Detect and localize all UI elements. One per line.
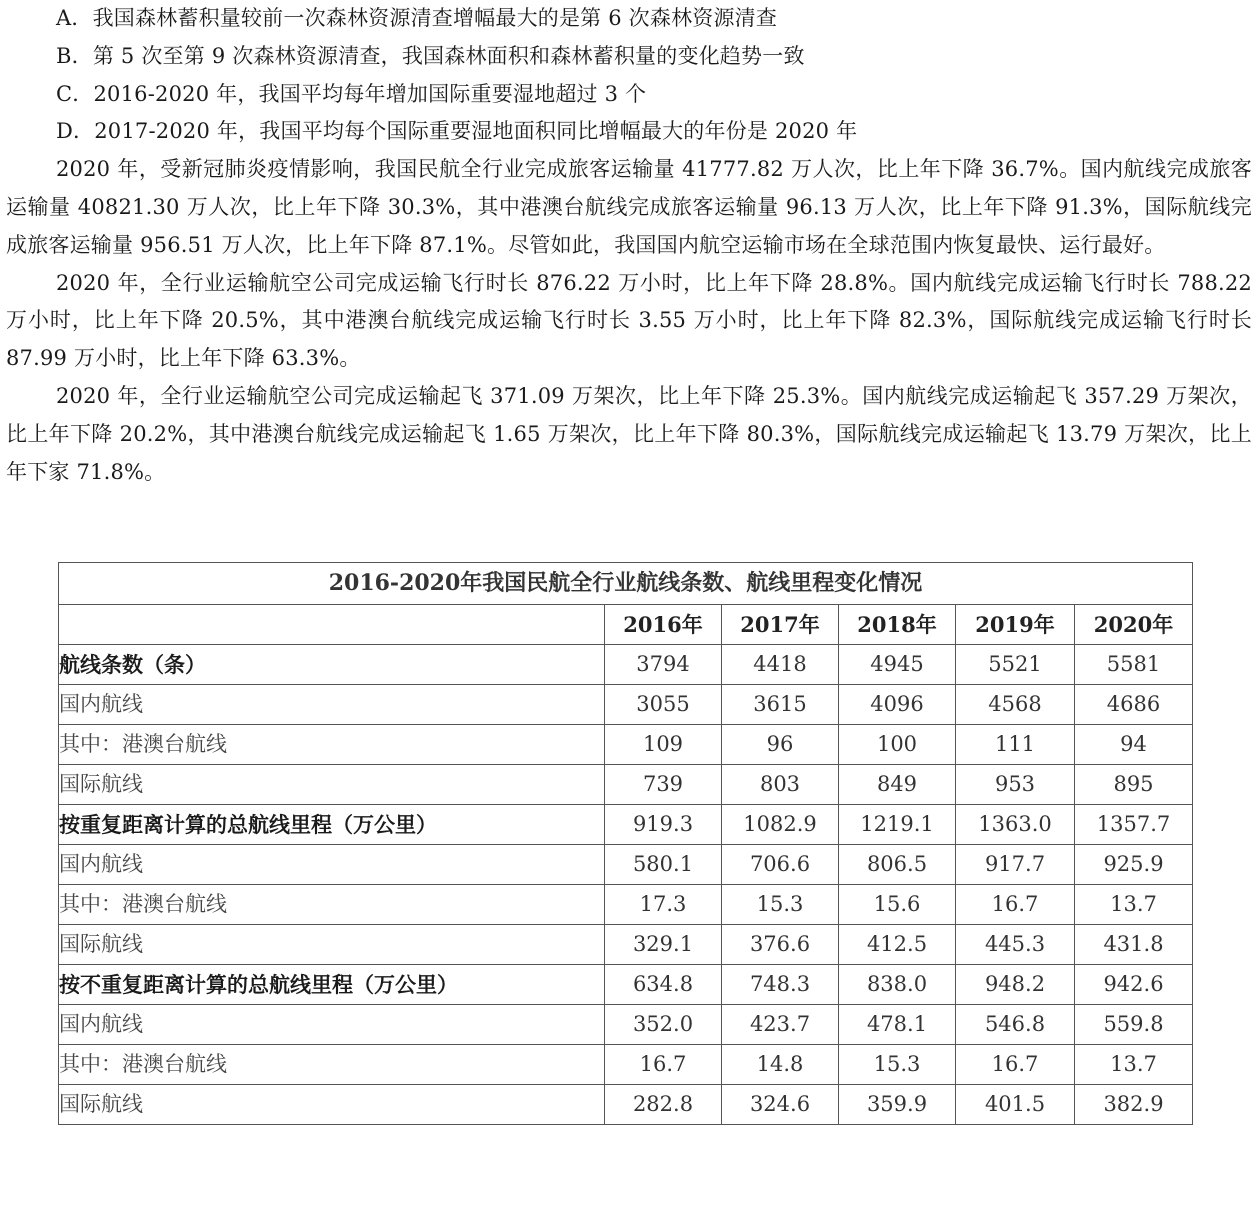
cell-value: 329.1 bbox=[605, 925, 722, 965]
cell-value: 559.8 bbox=[1075, 1005, 1193, 1045]
cell-value: 849 bbox=[839, 765, 956, 805]
cell-value: 953 bbox=[956, 765, 1075, 805]
cell-value: 919.3 bbox=[605, 805, 722, 845]
table-title: 2016-2020年我国民航全行业航线条数、航线里程变化情况 bbox=[58, 562, 1193, 604]
cell-value: 324.6 bbox=[722, 1085, 839, 1125]
paragraph-takeoffs: 2020 年，全行业运输航空公司完成运输起飞 371.09 万架次，比上年下降 25.3%。国内航线完成运输起飞 357.29 万架次，比上年下降 20.2%，其中港澳台航线完成运输起飞 1.65 万架次，比上年下降 80.3%，国际航线完成运输起飞 13.79 万架次，比上年下家 71.8%。 bbox=[6, 383, 1252, 484]
table-row bbox=[59, 1085, 1193, 1125]
cell-value: 748.3 bbox=[722, 965, 839, 1005]
header-year: 2017年 bbox=[722, 605, 839, 645]
cell-value: 282.8 bbox=[605, 1085, 722, 1125]
cell-value: 3794 bbox=[605, 645, 722, 685]
cell-value: 445.3 bbox=[956, 925, 1075, 965]
row-label: 国内航线 bbox=[59, 1005, 605, 1045]
cell-value: 838.0 bbox=[839, 965, 956, 1005]
cell-value: 13.7 bbox=[1075, 1045, 1193, 1085]
row-label: 按重复距离计算的总航线里程（万公里） bbox=[59, 805, 605, 845]
cell-value: 1357.7 bbox=[1075, 805, 1193, 845]
option-c: C．2016-2020 年，我国平均每年增加国际重要湿地超过 3 个 bbox=[56, 81, 647, 106]
cell-value: 401.5 bbox=[956, 1085, 1075, 1125]
cell-value: 352.0 bbox=[605, 1005, 722, 1045]
cell-value: 546.8 bbox=[956, 1005, 1075, 1045]
cell-value: 4945 bbox=[839, 645, 956, 685]
table-header-row bbox=[59, 605, 1193, 645]
table-row bbox=[59, 805, 1193, 845]
cell-value: 942.6 bbox=[1075, 965, 1193, 1005]
cell-value: 13.7 bbox=[1075, 885, 1193, 925]
table-row bbox=[59, 1005, 1193, 1045]
cell-value: 15.3 bbox=[839, 1045, 956, 1085]
cell-value: 4096 bbox=[839, 685, 956, 725]
cell-value: 423.7 bbox=[722, 1005, 839, 1045]
header-year: 2018年 bbox=[839, 605, 956, 645]
table-row bbox=[59, 925, 1193, 965]
cell-value: 580.1 bbox=[605, 845, 722, 885]
option-a: A．我国森林蓄积量较前一次森林资源清查增幅最大的是第 6 次森林资源清查 bbox=[56, 6, 778, 30]
option-b: B．第 5 次至第 9 次森林资源清查，我国森林面积和森林蓄积量的变化趋势一致 bbox=[56, 43, 805, 68]
cell-value: 4418 bbox=[722, 645, 839, 685]
cell-value: 376.6 bbox=[722, 925, 839, 965]
cell-value: 382.9 bbox=[1075, 1085, 1193, 1125]
cell-value: 16.7 bbox=[605, 1045, 722, 1085]
cell-value: 5521 bbox=[956, 645, 1075, 685]
cell-value: 111 bbox=[956, 725, 1075, 765]
row-label: 其中：港澳台航线 bbox=[59, 725, 605, 765]
statistics-table-wrapper bbox=[58, 562, 1192, 1125]
row-label: 按不重复距离计算的总航线里程（万公里） bbox=[59, 965, 605, 1005]
header-year: 2020年 bbox=[1075, 605, 1193, 645]
cell-value: 478.1 bbox=[839, 1005, 956, 1045]
cell-value: 895 bbox=[1075, 765, 1193, 805]
cell-value: 412.5 bbox=[839, 925, 956, 965]
cell-value: 16.7 bbox=[956, 1045, 1075, 1085]
question-text-block bbox=[6, 0, 1252, 491]
cell-value: 5581 bbox=[1075, 645, 1193, 685]
cell-value: 14.8 bbox=[722, 1045, 839, 1085]
cell-value: 109 bbox=[605, 725, 722, 765]
table-row bbox=[59, 685, 1193, 725]
header-year: 2019年 bbox=[956, 605, 1075, 645]
paragraph-flight-hours: 2020 年，全行业运输航空公司完成运输飞行时长 876.22 万小时，比上年下降 28.8%。国内航线完成运输飞行时长 788.22 万小时，比上年下降 20.5%，其中港澳台航线完成运输飞行时长 3.55 万小时，比上年下降 82.3%，国际航线完成运输飞行时长 87.99 万小时，比上年下降 63.3%。 bbox=[6, 270, 1252, 371]
row-label: 国内航线 bbox=[59, 845, 605, 885]
cell-value: 634.8 bbox=[605, 965, 722, 1005]
cell-value: 359.9 bbox=[839, 1085, 956, 1125]
cell-value: 1219.1 bbox=[839, 805, 956, 845]
row-label: 国内航线 bbox=[59, 685, 605, 725]
table-row bbox=[59, 645, 1193, 685]
option-d: D．2017-2020 年，我国平均每个国际重要湿地面积同比增幅最大的年份是 2020 年 bbox=[56, 119, 858, 144]
cell-value: 15.3 bbox=[722, 885, 839, 925]
header-empty-cell bbox=[59, 605, 605, 645]
cell-value: 15.6 bbox=[839, 885, 956, 925]
cell-value: 96 bbox=[722, 725, 839, 765]
airline-routes-table bbox=[58, 562, 1193, 1125]
cell-value: 806.5 bbox=[839, 845, 956, 885]
table-row bbox=[59, 885, 1193, 925]
row-label: 其中：港澳台航线 bbox=[59, 1045, 605, 1085]
cell-value: 17.3 bbox=[605, 885, 722, 925]
cell-value: 3615 bbox=[722, 685, 839, 725]
row-label: 国际航线 bbox=[59, 925, 605, 965]
row-label: 国际航线 bbox=[59, 1085, 605, 1125]
cell-value: 3055 bbox=[605, 685, 722, 725]
table-row bbox=[59, 1045, 1193, 1085]
cell-value: 431.8 bbox=[1075, 925, 1193, 965]
table-row bbox=[59, 845, 1193, 885]
cell-value: 706.6 bbox=[722, 845, 839, 885]
row-label: 航线条数（条） bbox=[59, 645, 605, 685]
cell-value: 4568 bbox=[956, 685, 1075, 725]
header-year: 2016年 bbox=[605, 605, 722, 645]
table-row bbox=[59, 725, 1193, 765]
cell-value: 948.2 bbox=[956, 965, 1075, 1005]
row-label: 其中：港澳台航线 bbox=[59, 885, 605, 925]
cell-value: 100 bbox=[839, 725, 956, 765]
cell-value: 94 bbox=[1075, 725, 1193, 765]
table-body bbox=[59, 645, 1193, 1125]
table-row bbox=[59, 965, 1193, 1005]
cell-value: 925.9 bbox=[1075, 845, 1193, 885]
cell-value: 1082.9 bbox=[722, 805, 839, 845]
cell-value: 917.7 bbox=[956, 845, 1075, 885]
cell-value: 16.7 bbox=[956, 885, 1075, 925]
cell-value: 739 bbox=[605, 765, 722, 805]
cell-value: 4686 bbox=[1075, 685, 1193, 725]
cell-value: 803 bbox=[722, 765, 839, 805]
table-row bbox=[59, 765, 1193, 805]
paragraph-passengers: 2020 年，受新冠肺炎疫情影响，我国民航全行业完成旅客运输量 41777.82 万人次，比上年下降 36.7%。国内航线完成旅客运输量 40821.30 万人次，比上年下降 30.3%，其中港澳台航线完成旅客运输量 96.13 万人次，比上年下降 91.3%，国际航线完成旅客运输量 956.51 万人次，比上年下降 87.1%。尽管如此，我国国内航空运输市场在全球范围内恢复最快、运行最好。 bbox=[6, 157, 1252, 257]
row-label: 国际航线 bbox=[59, 765, 605, 805]
cell-value: 1363.0 bbox=[956, 805, 1075, 845]
